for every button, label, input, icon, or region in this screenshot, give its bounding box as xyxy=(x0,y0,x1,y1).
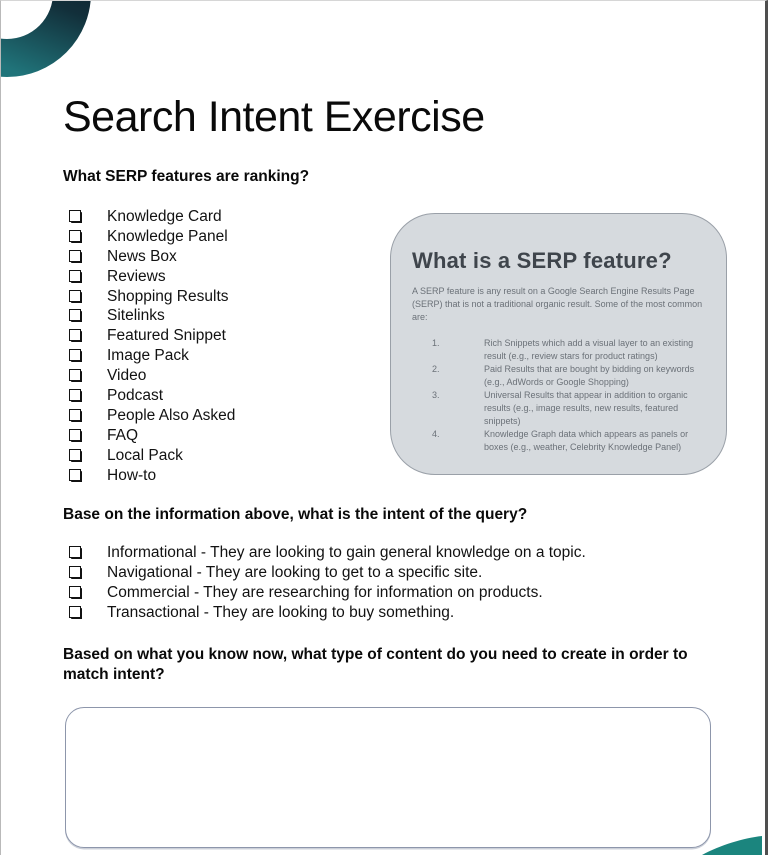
checklist-row xyxy=(69,326,235,346)
checklist-row xyxy=(69,563,586,583)
list-item-text: Knowledge Graph data which appears as panels or boxes (e.g., weather, Celebrity Knowledge Panel) xyxy=(484,429,689,452)
list-item-number: 2. xyxy=(432,364,440,374)
brand-donut-logo xyxy=(1,1,101,86)
checkbox-icon[interactable] xyxy=(69,429,81,441)
checkbox-icon[interactable] xyxy=(69,329,81,341)
checklist-row xyxy=(69,287,235,307)
checkbox-icon[interactable] xyxy=(69,250,81,262)
brand-corner-curve xyxy=(702,836,762,855)
question-serp-features: What SERP features are ranking? xyxy=(63,168,310,185)
callout-title: What is a SERP feature? xyxy=(412,248,672,273)
question-content-type: Based on what you know now, what type of content do you need to create in order to match intent? xyxy=(63,646,688,683)
answer-box xyxy=(65,707,711,848)
checklist-item-label: Knowledge Card xyxy=(107,208,222,225)
callout-numbered-list xyxy=(412,337,710,454)
checklist-item-label: FAQ xyxy=(107,426,139,444)
checkbox-icon[interactable] xyxy=(69,389,81,401)
checklist-row xyxy=(69,267,235,287)
page-title: Search Intent Exercise xyxy=(63,93,485,141)
callout-intro: A SERP feature is any result on a Google Search Engine Results Page (SERP) that is not a traditional organic result. Some of the most common are: xyxy=(412,286,703,322)
checkbox-icon[interactable] xyxy=(69,270,81,282)
checkbox-icon[interactable] xyxy=(69,546,81,558)
checklist-row xyxy=(69,583,586,603)
checklist-row xyxy=(69,227,235,247)
checklist-item-label: News Box xyxy=(107,247,177,265)
checkbox-icon[interactable] xyxy=(69,349,81,361)
checklist-item-label: Reviews xyxy=(107,267,166,285)
checklist-row xyxy=(69,603,586,623)
content-answer-input[interactable] xyxy=(66,708,710,847)
checklist-row xyxy=(69,446,235,466)
checklist-item-label: Featured Snippet xyxy=(107,327,226,345)
list-item-number: 3. xyxy=(432,390,440,400)
checkbox-icon[interactable] xyxy=(69,369,81,381)
checklist-item-label: Image Pack xyxy=(107,347,189,365)
checkbox-icon[interactable] xyxy=(69,566,81,578)
callout-list-item xyxy=(412,389,710,428)
checkbox-icon[interactable] xyxy=(69,606,81,618)
checklist-item-label: Podcast xyxy=(107,387,164,405)
checklist-row xyxy=(69,207,235,227)
checkbox-icon[interactable] xyxy=(69,230,81,242)
checklist-row xyxy=(69,306,235,326)
list-item-text: Rich Snippets which add a visual layer to an existing result (e.g., review stars for product ratings) xyxy=(484,338,694,361)
callout-list-item xyxy=(412,363,710,389)
checklist-item-label: Knowledge Panel xyxy=(107,227,228,245)
callout-list-item xyxy=(412,337,710,363)
checklist-row xyxy=(69,543,586,563)
list-item-number: 1. xyxy=(432,338,440,348)
checkbox-icon[interactable] xyxy=(69,409,81,421)
checkbox-icon[interactable] xyxy=(69,210,81,222)
checklist-row xyxy=(69,366,235,386)
checklist-item-label: People Also Asked xyxy=(107,406,236,424)
checklist-item-label: Local Pack xyxy=(107,446,183,464)
checklist-row xyxy=(69,346,235,366)
checklist-row xyxy=(69,466,235,486)
question-intent: Base on the information above, what is the intent of the query? xyxy=(63,506,528,523)
checklist-item-label: Sitelinks xyxy=(107,307,165,325)
serp-feature-callout xyxy=(390,213,727,475)
list-item-number: 4. xyxy=(432,429,440,439)
checklist-item-label: Video xyxy=(107,367,147,385)
checklist-item-label: Transactional - They are looking to buy something. xyxy=(107,603,455,621)
checklist-row xyxy=(69,247,235,267)
checklist-row xyxy=(69,406,235,426)
checkbox-icon[interactable] xyxy=(69,290,81,302)
checklist-row xyxy=(69,426,235,446)
checklist-row xyxy=(69,386,235,406)
callout-list-item xyxy=(412,428,710,454)
serp-features-checklist xyxy=(69,207,235,485)
checkbox-icon[interactable] xyxy=(69,586,81,598)
intent-checklist xyxy=(69,543,586,623)
list-item-text: Paid Results that are bought by bidding on keywords (e.g., AdWords or Google Shopping) xyxy=(484,364,695,387)
checklist-item-label: Commercial - They are researching for information on products. xyxy=(107,583,543,601)
checkbox-icon[interactable] xyxy=(69,449,81,461)
checkbox-icon[interactable] xyxy=(69,469,81,481)
checklist-item-label: How-to xyxy=(107,466,157,484)
list-item-text: Universal Results that appear in addition to organic results (e.g., image results, new results, featured snippets) xyxy=(484,390,688,426)
checklist-item-label: Navigational - They are looking to get to a specific site. xyxy=(107,563,483,581)
checklist-item-label: Shopping Results xyxy=(107,287,229,305)
checklist-item-label: Informational - They are looking to gain general knowledge on a topic. xyxy=(107,544,586,561)
checkbox-icon[interactable] xyxy=(69,309,81,321)
